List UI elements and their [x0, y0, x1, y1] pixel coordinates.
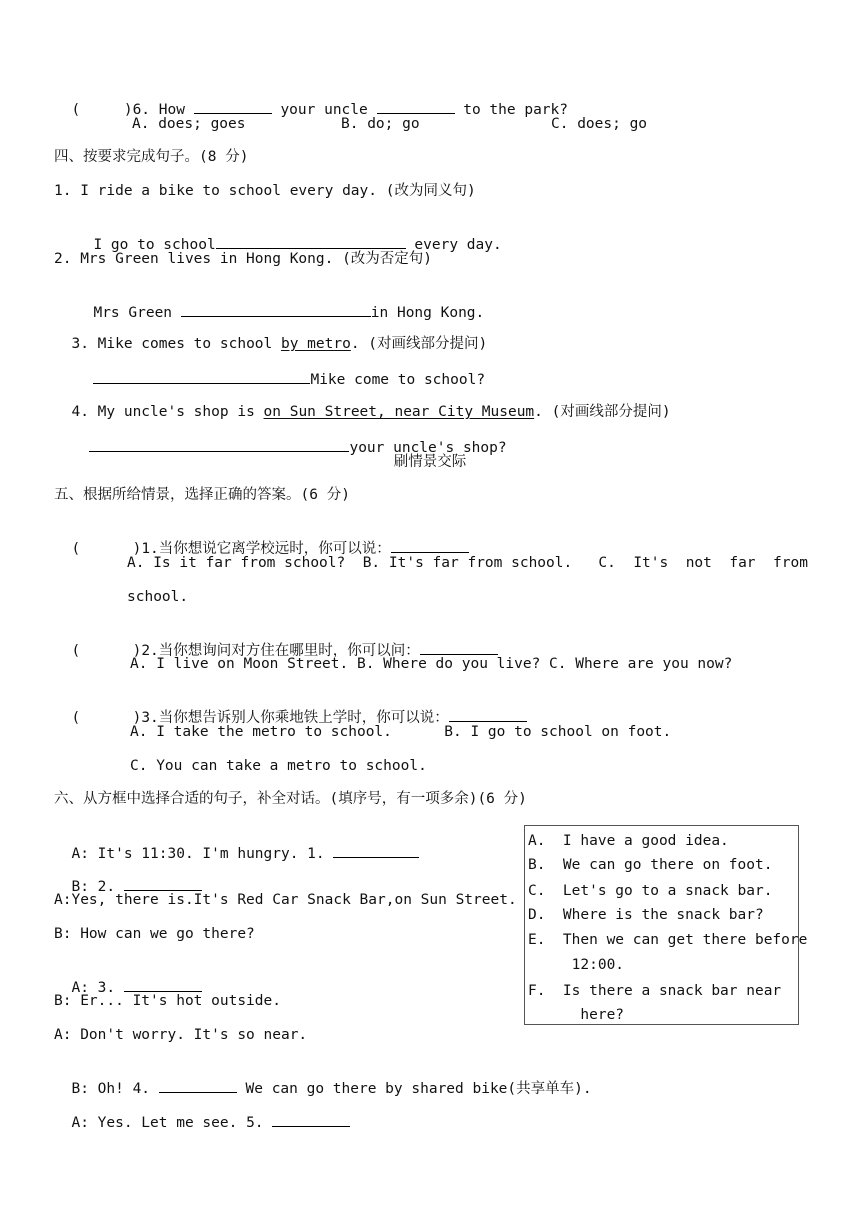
s5-options-3: A. I take the metro to school. B. I go to school on foot. — [130, 724, 672, 740]
question-text: How — [158, 102, 185, 118]
s5-options-1-cont: school. — [127, 589, 189, 605]
answer-blank[interactable] — [391, 538, 469, 553]
s5-question-1 — [54, 520, 469, 558]
answer-paren: ( ) — [71, 102, 133, 118]
s4-question-3 — [54, 317, 487, 353]
question-instruction: . (对画线部分提问) — [534, 404, 671, 420]
answer-blank[interactable] — [89, 437, 349, 452]
dialogue-line-7: A: Don't worry. It's so near. — [54, 1027, 308, 1043]
answer-blank[interactable] — [181, 302, 371, 317]
option-c: C. does; go — [551, 116, 648, 132]
section-5-title: 五、根据所给情景，选择正确的答案。(6 分) — [54, 487, 350, 503]
question-text: to the park? — [463, 102, 568, 118]
s4-question-1: 1. I ride a bike to school every day. (改为同义句) — [54, 183, 476, 199]
answer-blank[interactable] — [420, 640, 498, 655]
answer-blank[interactable] — [124, 977, 202, 992]
answer-paren: ( ) — [71, 643, 142, 659]
question-text: 1.当你想说它离学校远时，你可以说： — [141, 541, 391, 557]
s4-question-4 — [54, 385, 671, 421]
s4-question-2: 2. Mrs Green lives in Hong Kong. (改为否定句) — [54, 251, 433, 267]
question-text: 3. Mike comes to school — [71, 336, 281, 352]
box-option-f: F. Is there a snack bar near — [528, 983, 782, 999]
box-option-f-cont: here? — [528, 1007, 625, 1023]
options-box — [524, 825, 808, 1025]
box-option-d: D. Where is the snack bar? — [528, 907, 764, 923]
question-text: your uncle — [280, 102, 368, 118]
dialogue-line-6: B: Er... It's hot outside. — [54, 993, 281, 1009]
question-text: 3.当你想告诉别人你乘地铁上学时，你可以说： — [141, 710, 449, 726]
option-a: A. does; goes — [132, 116, 246, 132]
question-text: 2.当你想询问对方住在哪里时，你可以问： — [141, 643, 420, 659]
dialogue-text: A: 3. — [71, 980, 124, 996]
s4-answer-4 — [72, 419, 507, 457]
s5-options-2: A. I live on Moon Street. B. Where do you live? C. Where are you now? — [130, 656, 733, 672]
underlined-text: by metro — [280, 336, 351, 352]
dialogue-line-4: B: How can we go there? — [54, 926, 255, 942]
answer-blank[interactable] — [449, 707, 527, 722]
section-4-title: 四、按要求完成句子。(8 分) — [54, 149, 249, 165]
answer-blank[interactable] — [272, 1112, 350, 1127]
dialogue-line-8 — [54, 1060, 592, 1098]
s5-question-3 — [54, 689, 527, 727]
dialogue-text: A: Yes. Let me see. 5. — [71, 1115, 273, 1131]
answer-paren: ( ) — [71, 710, 142, 726]
answer-paren: ( ) — [71, 541, 142, 557]
dialogue-text: We can go there by shared bike(共享单车). — [236, 1081, 592, 1097]
box-option-e: E. Then we can get there before — [528, 932, 808, 948]
s5-options-3-cont: C. You can take a metro to school. — [130, 758, 427, 774]
question-instruction: . (对画线部分提问) — [350, 336, 488, 352]
answer-blank[interactable] — [159, 1078, 237, 1093]
dialogue-text: A: It's 11:30. I'm hungry. 1. — [71, 846, 334, 862]
question-6 — [54, 81, 568, 119]
answer-blank[interactable] — [194, 99, 272, 114]
dialogue-line-9 — [54, 1094, 350, 1132]
s5-options-1: A. Is it far from school? B. It's far from school. C. It's not far from — [127, 555, 808, 571]
answer-blank[interactable] — [377, 99, 455, 114]
option-b: B. do; go — [341, 116, 420, 132]
box-option-e-cont: 12:00. — [528, 957, 625, 973]
answer-suffix: in Hong Kong. — [370, 305, 485, 321]
answer-suffix: your uncle's shop? — [349, 440, 507, 456]
s4-answer-1 — [76, 216, 502, 254]
answer-prefix: Mrs Green — [93, 305, 181, 321]
s4-answer-3 — [76, 351, 485, 389]
answer-prefix: I go to school — [93, 237, 216, 253]
question-number: 6. — [132, 102, 151, 118]
underlined-text: on Sun Street, near City Museum — [263, 404, 535, 420]
section-6-title: 六、从方框中选择合适的句子，补全对话。(填序号，有一项多余)(6 分) — [54, 791, 527, 807]
dialogue-text: B: 2. — [71, 879, 124, 895]
answer-blank[interactable] — [333, 843, 419, 858]
box-option-a: A. I have a good idea. — [528, 833, 729, 849]
answer-blank[interactable] — [216, 234, 406, 249]
box-option-b: B. We can go there on foot. — [528, 857, 773, 873]
subheading: 刷情景交际 — [393, 454, 467, 470]
answer-blank[interactable] — [124, 876, 202, 891]
answer-blank[interactable] — [93, 369, 310, 384]
answer-suffix: every day. — [405, 237, 502, 253]
answer-suffix: Mike come to school? — [310, 372, 486, 388]
question-text: 4. My uncle's shop is — [71, 404, 264, 420]
dialogue-text: B: Oh! 4. — [71, 1081, 159, 1097]
box-option-c: C. Let's go to a snack bar. — [528, 883, 773, 899]
dialogue-line-3: A:Yes, there is.It's Red Car Snack Bar,on Sun Street. — [54, 892, 517, 908]
